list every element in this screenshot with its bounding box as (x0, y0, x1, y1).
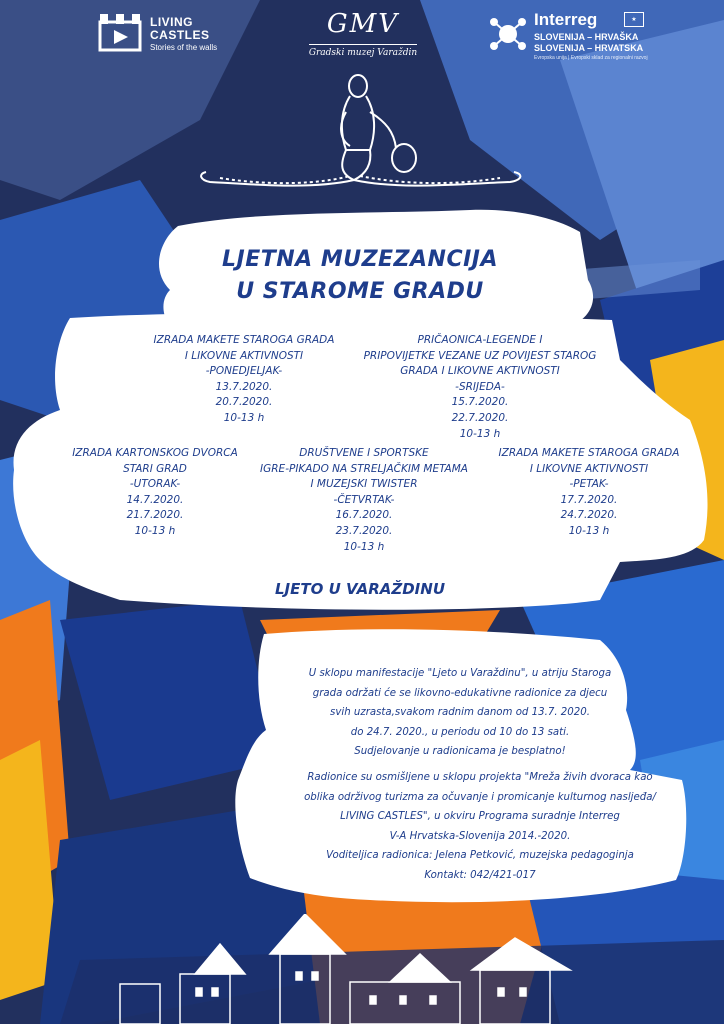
info-line: U sklopu manifestacije "Ljeto u Varaždinu", u atriju Staroga (308, 668, 612, 679)
info-line: do 24.7. 2020., u periodu od 10 do 13 sati. (350, 726, 570, 738)
workshop-date: 15.7.2020. (451, 396, 509, 409)
event-subtitle: LJETO U VARAŽDINU (275, 580, 445, 598)
workshop-line: GRADA I LIKOVNE AKTIVNOSTI (400, 365, 560, 378)
workshop-line: PRIČAONICA-LEGENDE I (417, 334, 543, 346)
workshop-line: IZRADA MAKETE STAROGA GRADA (153, 334, 335, 346)
interreg-brand: Interreg (534, 10, 598, 29)
living-castles-name: LIVING CASTLES (150, 15, 210, 42)
castle-tower-icon (98, 12, 142, 52)
info-paragraph-1 (290, 664, 630, 762)
network-icon (488, 14, 528, 54)
info-line: LIVING CASTLES", u okviru Programa suradnje Interreg (340, 811, 620, 823)
workshop-day: -PETAK- (569, 478, 609, 491)
workshop-day: -SRIJEDA- (455, 380, 505, 393)
workshop-date: 17.7.2020. (560, 493, 618, 506)
gmv-monogram: GMV (326, 9, 400, 39)
workshop-date: 16.7.2020. (335, 509, 393, 522)
workshop-date: 22.7.2020. (451, 411, 509, 424)
workshop-line: IGRE-PIKADO NA STRELJAČKIM METAMA (260, 462, 468, 475)
info-line: Radionice su osmišljene u sklopu projekta "Mreža živih dvoraca kao (307, 772, 653, 783)
page-title (190, 244, 530, 308)
info-paragraph-2 (280, 768, 680, 886)
workshop-wednesday (360, 333, 600, 442)
interreg-line2: SLOVENIJA – HRVATSKA (534, 43, 644, 53)
living-castles-tagline: Stories of the walls (150, 43, 218, 52)
workshop-time: 10-13 h (459, 427, 501, 440)
workshop-time: 10-13 h (568, 524, 610, 537)
workshop-thursday (254, 446, 474, 555)
contact-line: Kontakt: 042/421-017 (424, 869, 536, 881)
workshop-day: -UTORAK- (129, 478, 181, 491)
interreg-line1: SLOVENIJA – HRVAŠKA (534, 32, 639, 42)
info-line: Voditeljica radionica: Jelena Petković, muzejska pedagoginja (326, 850, 634, 862)
workshop-time: 10-13 h (343, 540, 385, 553)
info-line: oblika održivog turizma za očuvanje i promicanje kulturnog nasljeđa/ (304, 791, 656, 803)
workshop-time: 10-13 h (223, 411, 265, 424)
workshop-line: I LIKOVNE AKTIVNOSTI (184, 349, 304, 362)
castle-illustration (100, 914, 620, 1024)
living-castles-logo (98, 12, 218, 56)
workshop-date: 24.7.2020. (560, 509, 618, 522)
workshop-tuesday (60, 446, 250, 540)
workshop-day: -ČETVRTAK- (333, 493, 395, 506)
workshop-line: PRIPOVIJETKE VEZANE UZ POVIJEST STAROG (363, 349, 597, 362)
workshop-date: 21.7.2020. (126, 509, 184, 522)
title-line-1: LJETNA MUZEZANCIJA (221, 247, 498, 272)
workshop-line: IZRADA KARTONSKOG DVORCA (72, 447, 238, 459)
workshop-date: 13.7.2020. (215, 380, 273, 393)
info-line: V-A Hrvatska-Slovenija 2014.-2020. (389, 830, 571, 842)
workshop-line: DRUŠTVENE I SPORTSKE (299, 447, 429, 459)
eu-flag-icon: ★ (624, 12, 644, 27)
info-line: svih uzrasta,svakom radnim danom od 13.7. 2020. (330, 707, 590, 719)
workshop-line: IZRADA MAKETE STAROGA GRADA (498, 447, 680, 459)
workshop-monday (144, 333, 344, 427)
mermaid-illustration (190, 72, 530, 212)
gmv-logo (288, 8, 438, 68)
workshop-friday (492, 446, 686, 540)
workshop-date: 14.7.2020. (126, 493, 184, 506)
gmv-subtitle: Gradski muzej Varaždin (309, 44, 417, 58)
workshop-time: 10-13 h (134, 524, 176, 537)
workshop-date: 20.7.2020. (215, 396, 273, 409)
workshop-line: I LIKOVNE AKTIVNOSTI (529, 462, 649, 475)
info-line: grada održati će se likovno-edukativne radionice za djecu (312, 687, 608, 699)
workshop-date: 23.7.2020. (335, 524, 393, 537)
title-line-2: U STAROME GRADU (236, 279, 484, 304)
interreg-logo (488, 10, 648, 66)
workshop-day: -PONEDJELJAK- (205, 365, 283, 378)
info-line: Sudjelovanje u radionicama je besplatno! (354, 746, 566, 758)
interreg-fine-print: Evropska unija | Evropski sklad za regionalni razvoj (534, 55, 648, 61)
workshop-line: I MUZEJSKI TWISTER (310, 478, 418, 491)
workshop-line: STARI GRAD (123, 462, 187, 475)
